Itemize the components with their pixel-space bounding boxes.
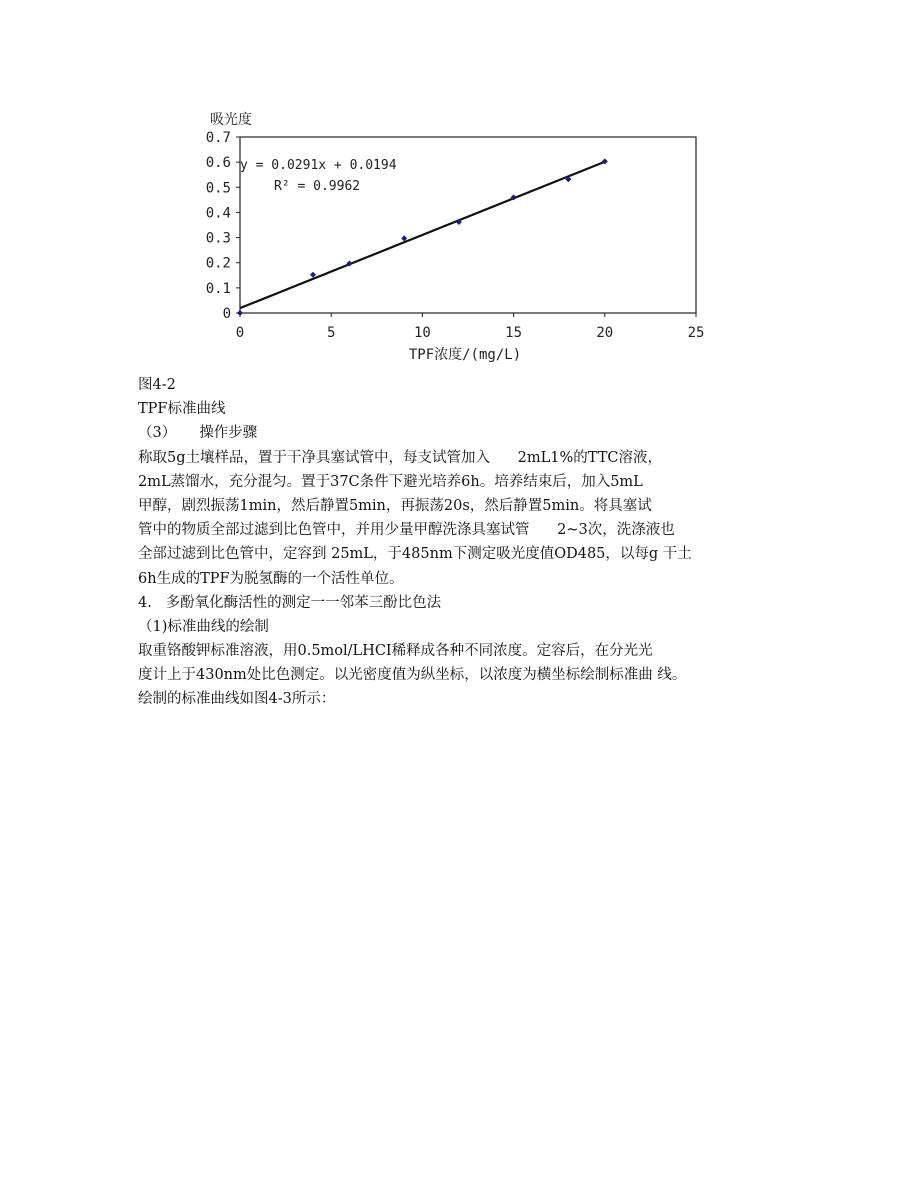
y-tick-label: 0.4 xyxy=(205,205,231,222)
x-tick-label: 5 xyxy=(326,325,336,341)
body-line: 甲醇，剧烈振荡1min，然后静置5min，再振荡20s，然后静置5min。将具塞试 xyxy=(138,497,652,514)
document-text xyxy=(138,373,838,712)
x-tick-label: 15 xyxy=(505,325,523,341)
body-line: 管中的物质全部过滤到比色管中，并用少量甲醇洗涤具塞试管 2~3次，洗涤液也 xyxy=(138,522,675,539)
y-axis-title: 吸光度 xyxy=(210,112,252,128)
y-tick-label: 0.5 xyxy=(205,180,231,197)
x-axis-ticks xyxy=(236,313,705,341)
body-line: 称取5g土壤样品，置于干净具塞试管中，每支试管加入 2mL1%的TTC溶液， xyxy=(138,449,662,466)
y-tick-label: 0.2 xyxy=(205,255,231,272)
tpf-standard-curve-chart xyxy=(190,100,730,370)
x-tick-label: 0 xyxy=(235,325,245,341)
body-line: 绘制的标准曲线如图4-3所示： xyxy=(138,691,336,708)
body-line: 取重铬酸钾标准溶液，用0.5mol/LHCI稀释成各种不同浓度。定容后，在分光光 xyxy=(138,643,653,660)
y-tick-label: 0 xyxy=(222,306,231,322)
x-tick-label: 10 xyxy=(413,325,431,341)
x-tick-label: 20 xyxy=(596,325,614,341)
body-line: 2mL蒸馏水，充分混匀。置于37C条件下避光培养6h。培养结束后，加入5mL xyxy=(138,473,643,490)
figure-title: TPF标准曲线 xyxy=(138,401,226,418)
x-axis-title: TPF浓度/(mg/L) xyxy=(408,347,522,363)
body-line: 全部过滤到比色管中，定容到 25mL，于485nm下测定吸光度值OD485，以每g 干土 xyxy=(138,546,692,563)
y-tick-label: 0.7 xyxy=(205,130,231,146)
body-line: 度计上于430nm处比色测定。以光密度值为纵坐标，以浓度为横坐标绘制标准曲 线。 xyxy=(138,667,687,684)
body-line: （3） 操作步骤 xyxy=(138,425,258,442)
y-tick-label: 0.1 xyxy=(205,280,231,297)
trendline-equation: y = 0.0291x + 0.0194 xyxy=(240,158,397,173)
y-tick-label: 0.3 xyxy=(205,230,231,247)
section-heading: 4. 多酚氧化酶活性的测定一一邻苯三酚比色法 xyxy=(138,594,442,611)
subsection-heading: （1)标准曲线的绘制 xyxy=(138,618,269,635)
y-tick-label: 0.6 xyxy=(205,155,231,172)
x-tick-label: 25 xyxy=(687,325,705,341)
y-axis-ticks xyxy=(206,130,240,322)
body-line: 6h生成的TPF为脱氢酶的一个活性单位。 xyxy=(138,570,404,587)
data-point xyxy=(237,310,243,316)
r-squared-label: R² = 0.9962 xyxy=(274,179,361,194)
figure-number: 图4-2 xyxy=(138,377,176,393)
